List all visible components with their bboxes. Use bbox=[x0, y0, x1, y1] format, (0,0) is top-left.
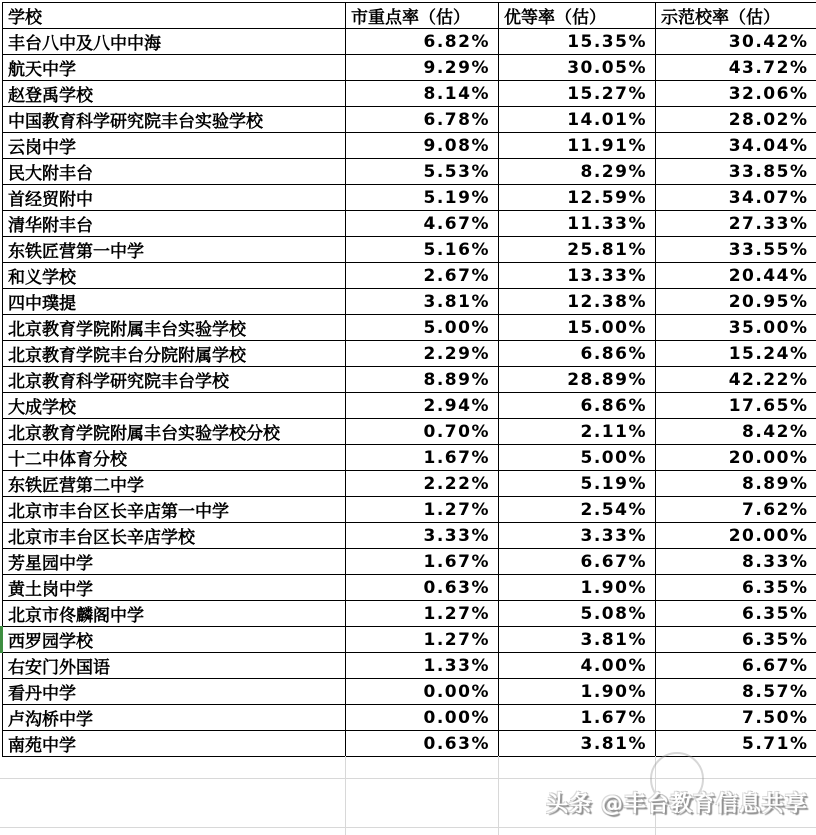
rate-value-cell[interactable]: 9.29% bbox=[346, 55, 499, 81]
school-rates-table bbox=[2, 2, 816, 757]
rate-value-cell[interactable]: 20.00% bbox=[656, 523, 816, 549]
rate-value-cell[interactable]: 1.67% bbox=[499, 705, 656, 731]
table-row bbox=[3, 133, 816, 159]
rate-value-cell[interactable]: 0.63% bbox=[346, 731, 499, 757]
rate-value-cell[interactable]: 6.35% bbox=[656, 575, 816, 601]
rate-value-cell[interactable]: 4.00% bbox=[499, 653, 656, 679]
school-name-cell[interactable]: 大成学校 bbox=[3, 393, 346, 419]
table-row bbox=[3, 679, 816, 705]
rate-value-cell[interactable]: 2.94% bbox=[346, 393, 499, 419]
rate-value-cell[interactable]: 6.82% bbox=[346, 29, 499, 55]
rate-value-cell[interactable]: 2.54% bbox=[499, 497, 656, 523]
rate-value-cell[interactable]: 9.08% bbox=[346, 133, 499, 159]
rate-value-cell[interactable]: 34.04% bbox=[656, 133, 816, 159]
rate-value-cell[interactable]: 1.33% bbox=[346, 653, 499, 679]
rate-value-cell[interactable]: 15.35% bbox=[499, 29, 656, 55]
rate-value-cell[interactable]: 8.89% bbox=[346, 367, 499, 393]
rate-value-cell[interactable]: 0.63% bbox=[346, 575, 499, 601]
rate-value-cell[interactable]: 1.27% bbox=[346, 601, 499, 627]
rate-value-cell[interactable]: 3.81% bbox=[499, 627, 656, 653]
school-name-cell[interactable]: 东铁匠营第二中学 bbox=[3, 471, 346, 497]
school-name-cell[interactable]: 清华附丰台 bbox=[3, 211, 346, 237]
rate-value-cell[interactable]: 5.71% bbox=[656, 731, 816, 757]
table-row bbox=[3, 289, 816, 315]
header-cell-school[interactable]: 学校 bbox=[3, 3, 346, 29]
table-row bbox=[3, 81, 816, 107]
rate-value-cell[interactable]: 8.14% bbox=[346, 81, 499, 107]
rate-value-cell[interactable]: 3.33% bbox=[346, 523, 499, 549]
school-name-cell[interactable]: 看丹中学 bbox=[3, 679, 346, 705]
rate-value-cell[interactable]: 15.00% bbox=[499, 315, 656, 341]
table-row bbox=[3, 497, 816, 523]
table-row bbox=[3, 731, 816, 757]
school-name-cell[interactable]: 北京市丰台区长辛店学校 bbox=[3, 523, 346, 549]
school-name-cell[interactable]: 北京教育学院附属丰台实验学校 bbox=[3, 315, 346, 341]
rate-value-cell[interactable]: 6.35% bbox=[656, 627, 816, 653]
rate-value-cell[interactable]: 5.08% bbox=[499, 601, 656, 627]
school-name-cell[interactable]: 和义学校 bbox=[3, 263, 346, 289]
school-name-cell[interactable]: 北京教育学院附属丰台实验学校分校 bbox=[3, 419, 346, 445]
rate-value-cell[interactable]: 1.67% bbox=[346, 445, 499, 471]
rate-value-cell[interactable]: 5.00% bbox=[346, 315, 499, 341]
faint-gridline-horizontal bbox=[0, 827, 816, 828]
rate-value-cell[interactable]: 33.85% bbox=[656, 159, 816, 185]
table-row bbox=[3, 263, 816, 289]
rate-value-cell[interactable]: 8.57% bbox=[656, 679, 816, 705]
table-row bbox=[3, 575, 816, 601]
rate-value-cell[interactable]: 12.59% bbox=[499, 185, 656, 211]
table-row bbox=[3, 55, 816, 81]
rate-value-cell[interactable]: 33.55% bbox=[656, 237, 816, 263]
rate-value-cell[interactable]: 34.07% bbox=[656, 185, 816, 211]
rate-value-cell[interactable]: 0.70% bbox=[346, 419, 499, 445]
rate-value-cell[interactable]: 14.01% bbox=[499, 107, 656, 133]
rate-value-cell[interactable]: 2.11% bbox=[499, 419, 656, 445]
rate-value-cell[interactable]: 5.19% bbox=[499, 471, 656, 497]
table-row bbox=[3, 523, 816, 549]
school-name-cell[interactable]: 北京市丰台区长辛店第一中学 bbox=[3, 497, 346, 523]
rate-value-cell[interactable]: 5.00% bbox=[499, 445, 656, 471]
table-row bbox=[3, 237, 816, 263]
school-name-cell[interactable]: 西罗园学校 bbox=[3, 627, 346, 653]
school-name-cell[interactable]: 民大附丰台 bbox=[3, 159, 346, 185]
selected-cell-indicator bbox=[0, 626, 3, 653]
table-row bbox=[3, 159, 816, 185]
rate-value-cell[interactable]: 0.00% bbox=[346, 705, 499, 731]
rate-value-cell[interactable]: 6.67% bbox=[656, 653, 816, 679]
rate-value-cell[interactable]: 5.53% bbox=[346, 159, 499, 185]
table-body bbox=[3, 29, 816, 757]
rate-value-cell[interactable]: 6.86% bbox=[499, 341, 656, 367]
rate-value-cell[interactable]: 5.16% bbox=[346, 237, 499, 263]
rate-value-cell[interactable]: 6.35% bbox=[656, 601, 816, 627]
table-row bbox=[3, 705, 816, 731]
rate-value-cell[interactable]: 15.24% bbox=[656, 341, 816, 367]
rate-value-cell[interactable]: 15.27% bbox=[499, 81, 656, 107]
rate-value-cell[interactable]: 8.42% bbox=[656, 419, 816, 445]
rate-value-cell[interactable]: 3.81% bbox=[499, 731, 656, 757]
rate-value-cell[interactable]: 2.29% bbox=[346, 341, 499, 367]
table-row bbox=[3, 419, 816, 445]
header-cell-excellent-rate[interactable]: 优等率（估） bbox=[499, 3, 656, 29]
rate-value-cell[interactable]: 4.67% bbox=[346, 211, 499, 237]
rate-value-cell[interactable]: 32.06% bbox=[656, 81, 816, 107]
table-row bbox=[3, 29, 816, 55]
rate-value-cell[interactable]: 30.05% bbox=[499, 55, 656, 81]
school-name-cell[interactable]: 航天中学 bbox=[3, 55, 346, 81]
table-row bbox=[3, 341, 816, 367]
rate-value-cell[interactable]: 30.42% bbox=[656, 29, 816, 55]
school-name-cell[interactable]: 云岗中学 bbox=[3, 133, 346, 159]
rate-value-cell[interactable]: 42.22% bbox=[656, 367, 816, 393]
school-name-cell[interactable]: 赵登禹学校 bbox=[3, 81, 346, 107]
faint-gridline-vertical bbox=[345, 756, 346, 835]
rate-value-cell[interactable]: 28.02% bbox=[656, 107, 816, 133]
table-row bbox=[3, 471, 816, 497]
table-row bbox=[3, 367, 816, 393]
rate-value-cell[interactable]: 20.95% bbox=[656, 289, 816, 315]
rate-value-cell[interactable]: 8.33% bbox=[656, 549, 816, 575]
table-row bbox=[3, 393, 816, 419]
rate-value-cell[interactable]: 1.90% bbox=[499, 679, 656, 705]
rate-value-cell[interactable]: 5.19% bbox=[346, 185, 499, 211]
table-row bbox=[3, 627, 816, 653]
rate-value-cell[interactable]: 1.27% bbox=[346, 497, 499, 523]
school-name-cell[interactable]: 南苑中学 bbox=[3, 731, 346, 757]
rate-value-cell[interactable]: 7.62% bbox=[656, 497, 816, 523]
rate-value-cell[interactable]: 2.67% bbox=[346, 263, 499, 289]
watermark-text: 头条 @丰台教育信息共享 bbox=[546, 792, 808, 817]
rate-value-cell[interactable]: 6.86% bbox=[499, 393, 656, 419]
school-name-cell[interactable]: 四中璞提 bbox=[3, 289, 346, 315]
school-name-cell[interactable]: 卢沟桥中学 bbox=[3, 705, 346, 731]
rate-value-cell[interactable]: 28.89% bbox=[499, 367, 656, 393]
rate-value-cell[interactable]: 1.90% bbox=[499, 575, 656, 601]
rate-value-cell[interactable]: 0.00% bbox=[346, 679, 499, 705]
rate-value-cell[interactable]: 1.27% bbox=[346, 627, 499, 653]
rate-value-cell[interactable]: 25.81% bbox=[499, 237, 656, 263]
table-row bbox=[3, 601, 816, 627]
rate-value-cell[interactable]: 11.91% bbox=[499, 133, 656, 159]
school-name-cell[interactable]: 东铁匠营第一中学 bbox=[3, 237, 346, 263]
table-row bbox=[3, 445, 816, 471]
school-name-cell[interactable]: 右安门外国语 bbox=[3, 653, 346, 679]
school-name-cell[interactable]: 北京市佟麟阁中学 bbox=[3, 601, 346, 627]
rate-value-cell[interactable]: 43.72% bbox=[656, 55, 816, 81]
rate-value-cell[interactable]: 20.44% bbox=[656, 263, 816, 289]
rate-value-cell[interactable]: 7.50% bbox=[656, 705, 816, 731]
rate-value-cell[interactable]: 12.38% bbox=[499, 289, 656, 315]
school-name-cell[interactable]: 北京教育学院丰台分院附属学校 bbox=[3, 341, 346, 367]
rate-value-cell[interactable]: 3.33% bbox=[499, 523, 656, 549]
table-header-row bbox=[3, 3, 816, 29]
school-name-cell[interactable]: 黄土岗中学 bbox=[3, 575, 346, 601]
rate-value-cell[interactable]: 13.33% bbox=[499, 263, 656, 289]
rate-value-cell[interactable]: 8.29% bbox=[499, 159, 656, 185]
table-row bbox=[3, 315, 816, 341]
table-row bbox=[3, 185, 816, 211]
table-row bbox=[3, 107, 816, 133]
school-name-cell[interactable]: 首经贸附中 bbox=[3, 185, 346, 211]
rate-value-cell[interactable]: 2.22% bbox=[346, 471, 499, 497]
school-name-cell[interactable]: 十二中体育分校 bbox=[3, 445, 346, 471]
table-row bbox=[3, 211, 816, 237]
table-row bbox=[3, 549, 816, 575]
rate-value-cell[interactable]: 20.00% bbox=[656, 445, 816, 471]
header-cell-model-school-rate[interactable]: 示范校率（估） bbox=[656, 3, 816, 29]
rate-value-cell[interactable]: 35.00% bbox=[656, 315, 816, 341]
rate-value-cell[interactable]: 6.78% bbox=[346, 107, 499, 133]
school-name-cell[interactable]: 中国教育科学研究院丰台实验学校 bbox=[3, 107, 346, 133]
rate-value-cell[interactable]: 17.65% bbox=[656, 393, 816, 419]
faint-gridline-vertical bbox=[498, 756, 499, 835]
header-cell-city-key-rate[interactable]: 市重点率（估） bbox=[346, 3, 499, 29]
rate-value-cell[interactable]: 6.67% bbox=[499, 549, 656, 575]
rate-value-cell[interactable]: 8.89% bbox=[656, 471, 816, 497]
rate-value-cell[interactable]: 3.81% bbox=[346, 289, 499, 315]
school-name-cell[interactable]: 北京教育科学研究院丰台学校 bbox=[3, 367, 346, 393]
rate-value-cell[interactable]: 27.33% bbox=[656, 211, 816, 237]
school-name-cell[interactable]: 芳星园中学 bbox=[3, 549, 346, 575]
school-name-cell[interactable]: 丰台八中及八中中海 bbox=[3, 29, 346, 55]
rate-value-cell[interactable]: 11.33% bbox=[499, 211, 656, 237]
rate-value-cell[interactable]: 1.67% bbox=[346, 549, 499, 575]
table-row bbox=[3, 653, 816, 679]
